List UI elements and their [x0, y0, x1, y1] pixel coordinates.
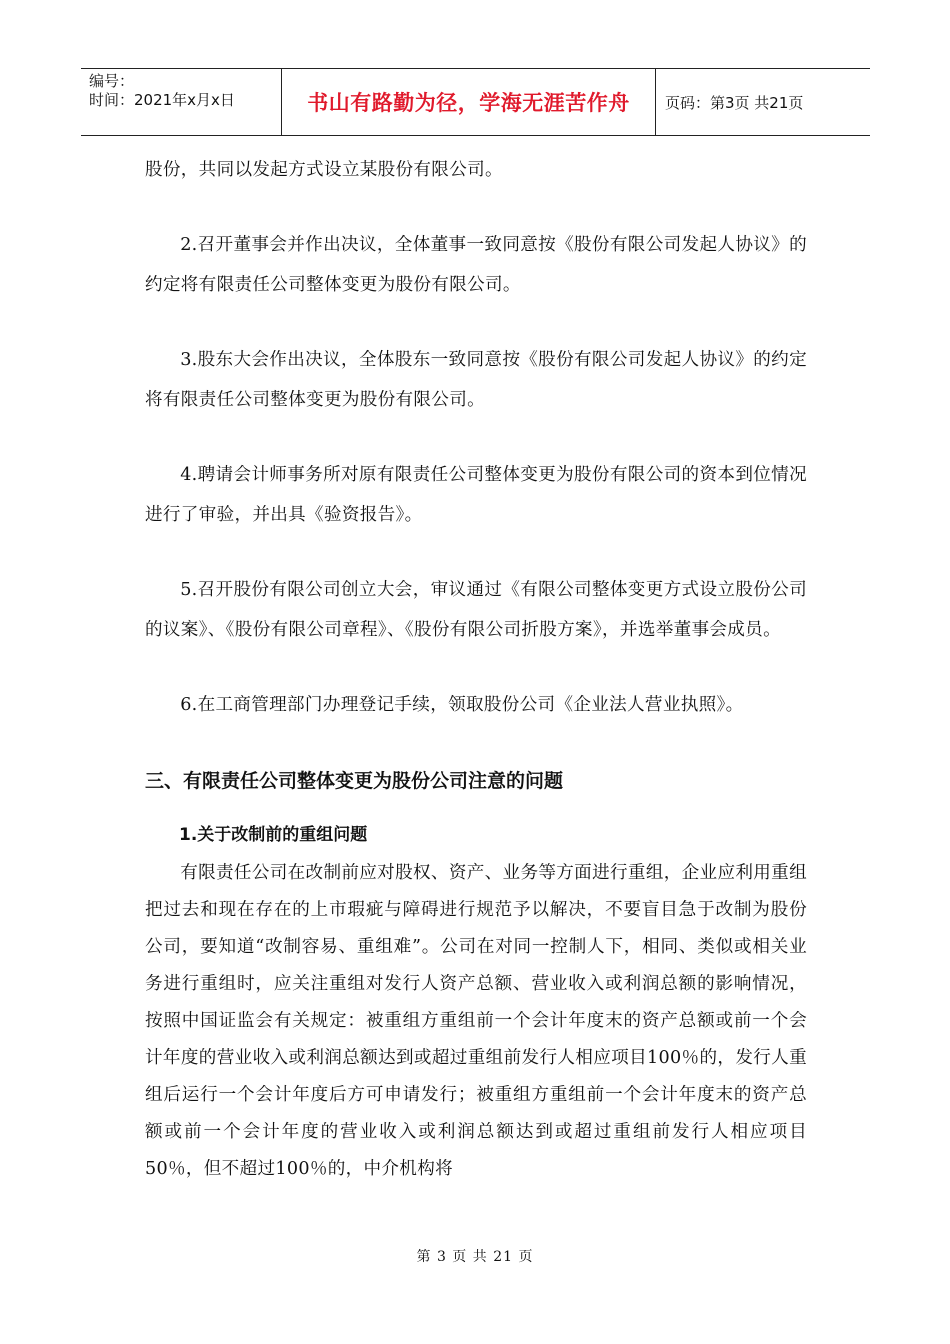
paragraph-step-3: 3.股东大会作出决议，全体股东一致同意按《股份有限公司发起人协议》的约定将有限责任公司整体变更为股份有限公司。: [145, 350, 807, 410]
subsection-heading: 1.关于改制前的重组问题: [179, 825, 368, 845]
document-number-label: 编号：: [89, 72, 135, 90]
document-body: [145, 150, 807, 1188]
paragraph-step-6: 6.在工商管理部门办理登记手续，领取股份公司《企业法人营业执照》。: [180, 695, 744, 715]
document-date: 时间：2021年x月x日: [89, 91, 235, 109]
paragraph-continuation: 股份，共同以发起方式设立某股份有限公司。: [145, 160, 503, 180]
header-page-info: 页码：第3页 共21页: [665, 93, 804, 112]
paragraph-step-5: 5.召开股份有限公司创立大会，审议通过《有限公司整体变更方式设立股份公司的议案》、《股份有限公司章程》、《股份有限公司折股方案》，并选举董事会成员。: [145, 580, 807, 640]
subsection-paragraph: 有限责任公司在改制前应对股权、资产、业务等方面进行重组，企业应利用重组把过去和现在存在的上市瑕疵与障碍进行规范予以解决，不要盲目急于改制为股份公司，要知道“改制容易、重组难”。公司在对同一控制人下，相同、类似或相关业务进行重组时，应关注重组对发行人资产总额、营业收入或利润总额的影响情况，按照中国证监会有关规定：被重组方重组前一个会计年度末的资产总额或前一个会计年度的营业收入或利润总额达到或超过重组前发行人相应项目100％的，发行人重组后运行一个会计年度后方可申请发行；被重组方重组前一个会计年度末的资产总额或前一个会计年度的营业收入或利润总额达到或超过重组前发行人相应项目50％，但不超过100％的，中介机构将: [145, 863, 807, 1179]
section-heading: 三、有限责任公司整体变更为股份公司注意的问题: [145, 770, 564, 792]
paragraph-step-4: 4.聘请会计师事务所对原有限责任公司整体变更为股份有限公司的资本到位情况进行了审验，并出具《验资报告》。: [145, 465, 807, 525]
header-divider: [655, 69, 656, 135]
header-motto: 书山有路勤为径，学海无涯苦作舟: [307, 91, 630, 115]
header-meta: [81, 69, 281, 135]
paragraph-step-2: 2.召开董事会并作出决议，全体董事一致同意按《股份有限公司发起人协议》的约定将有限责任公司整体变更为股份有限公司。: [145, 235, 807, 295]
page-footer: 第 3 页 共 21 页: [416, 1249, 534, 1265]
page-header: [81, 68, 870, 136]
